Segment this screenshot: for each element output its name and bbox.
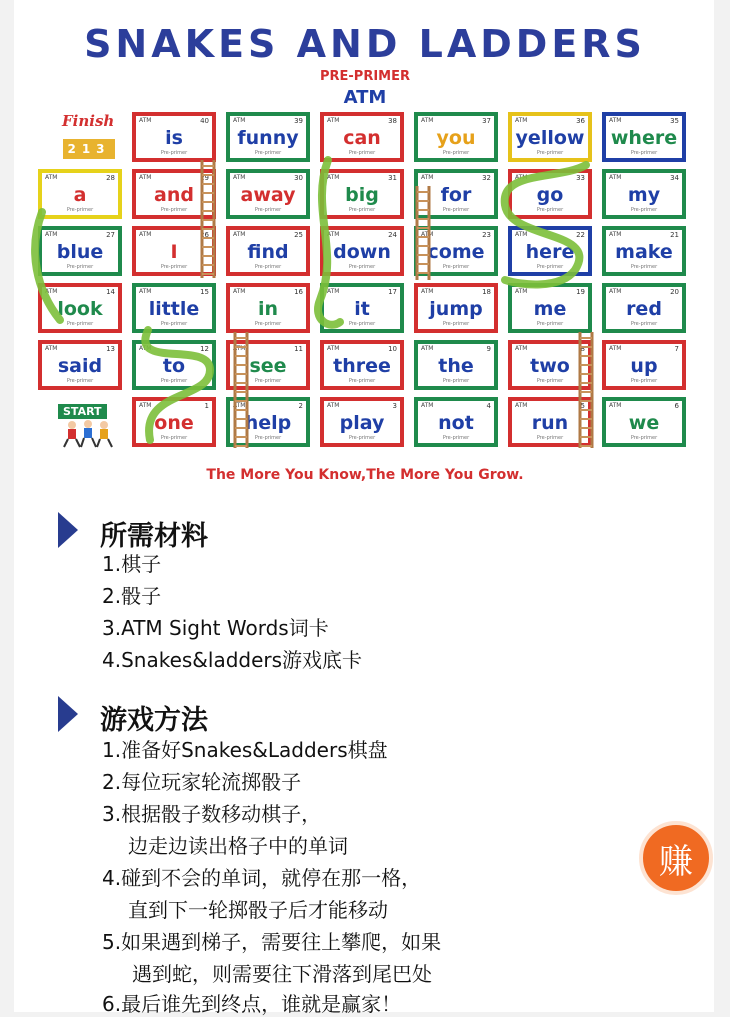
board-cell-29 (132, 169, 216, 219)
board-cell-3 (320, 397, 404, 447)
board-cell-22 (508, 226, 592, 276)
atm-tag: ATM (515, 345, 528, 352)
cell-footer: Pre-primer (630, 321, 658, 327)
cell-footer: Pre-primer (254, 378, 282, 384)
cell-word: three (333, 355, 391, 377)
board-cell-15 (132, 283, 216, 333)
atm-tag: ATM (609, 402, 622, 409)
finish-label: Finish (62, 112, 115, 130)
cell-word: red (626, 298, 662, 320)
cell-footer: Pre-primer (160, 378, 188, 384)
cell-footer: Pre-primer (160, 264, 188, 270)
board-cell-9 (414, 340, 498, 390)
list-item: 2.骰子 (102, 584, 162, 608)
chevron-right-icon (58, 512, 78, 548)
cell-number: 7 (674, 345, 679, 353)
list-item: 3.ATM Sight Words词卡 (102, 616, 329, 640)
cell-number: 14 (106, 288, 115, 296)
atm-tag: ATM (515, 117, 528, 124)
atm-tag: ATM (327, 231, 340, 238)
atm-tag: ATM (421, 345, 434, 352)
cell-number: 17 (388, 288, 397, 296)
atm-tag: ATM (515, 174, 528, 181)
board-cell-35 (602, 112, 686, 162)
cell-word: said (57, 355, 103, 377)
cell-footer: Pre-primer (160, 321, 188, 327)
list-item: 6.最后谁先到终点，谁就是赢家！ (102, 992, 402, 1016)
atm-tag: ATM (45, 345, 58, 352)
board-cell-2 (226, 397, 310, 447)
atm-tag: ATM (139, 345, 152, 352)
board-cell-1 (132, 397, 216, 447)
cell-number: 21 (670, 231, 679, 239)
cell-number: 12 (200, 345, 209, 353)
list-item: 边走边读出格子中的单词 (128, 834, 348, 858)
cell-number: 5 (580, 402, 585, 410)
cell-footer: Pre-primer (536, 378, 564, 384)
board-cell-37 (414, 112, 498, 162)
cell-word: for (440, 184, 472, 206)
cell-footer: Pre-primer (536, 207, 564, 213)
board-cell-36 (508, 112, 592, 162)
board-cell-18 (414, 283, 498, 333)
atm-tag: ATM (139, 231, 152, 238)
materials-heading: 所需材料 (100, 521, 208, 552)
cell-number: 25 (294, 231, 303, 239)
cell-footer: Pre-primer (66, 207, 94, 213)
cell-number: 37 (482, 117, 491, 125)
cell-footer: Pre-primer (442, 435, 470, 441)
board-cell-11 (226, 340, 310, 390)
board-cell-38 (320, 112, 404, 162)
cell-number: 18 (482, 288, 491, 296)
list-item: 1.准备好Snakes&Ladders棋盘 (102, 738, 388, 762)
list-item: 2.每位玩家轮流掷骰子 (102, 770, 302, 794)
cell-number: 34 (670, 174, 679, 182)
atm-tag: ATM (421, 402, 434, 409)
cell-number: 8 (580, 345, 585, 353)
cell-word: not (438, 412, 474, 434)
atm-tag: ATM (515, 288, 528, 295)
cell-word: we (628, 412, 660, 434)
cell-word: see (249, 355, 287, 377)
board-cell-20 (602, 283, 686, 333)
cell-number: 16 (294, 288, 303, 296)
board-cell-30 (226, 169, 310, 219)
cell-footer: Pre-primer (348, 150, 376, 156)
cell-word: you (436, 127, 476, 149)
cell-word: in (257, 298, 279, 320)
game-board (38, 112, 693, 454)
cell-word: me (533, 298, 567, 320)
list-item: 直到下一轮掷骰子后才能移动 (128, 898, 388, 922)
board-cell-28 (38, 169, 122, 219)
cell-footer: Pre-primer (442, 264, 470, 270)
cell-word: look (57, 298, 103, 320)
cell-word: it (354, 298, 370, 320)
podium-icon: 213 (63, 139, 115, 159)
cell-number: 36 (576, 117, 585, 125)
atm-tag: ATM (421, 117, 434, 124)
cell-number: 1 (204, 402, 209, 410)
cell-footer: Pre-primer (66, 264, 94, 270)
atm-tag: ATM (233, 231, 246, 238)
cell-number: 28 (106, 174, 115, 182)
cell-number: 11 (294, 345, 303, 353)
cell-word: yellow (515, 127, 585, 149)
cell-footer: Pre-primer (254, 264, 282, 270)
atm-tag: ATM (421, 231, 434, 238)
atm-tag: ATM (139, 174, 152, 181)
board-cell-13 (38, 340, 122, 390)
atm-tag: ATM (609, 345, 622, 352)
cell-footer: Pre-primer (66, 321, 94, 327)
cell-word: can (343, 127, 381, 149)
cell-number: 31 (388, 174, 397, 182)
cell-number: 23 (482, 231, 491, 239)
cell-word: to (162, 355, 186, 377)
board-cell-32 (414, 169, 498, 219)
cell-number: 24 (388, 231, 397, 239)
cell-footer: Pre-primer (630, 150, 658, 156)
cell-number: 19 (576, 288, 585, 296)
cell-footer: Pre-primer (630, 207, 658, 213)
atm-tag: ATM (327, 288, 340, 295)
board-cell-10 (320, 340, 404, 390)
cell-word: the (438, 355, 474, 377)
cell-footer: Pre-primer (536, 321, 564, 327)
cell-word: run (531, 412, 569, 434)
cell-word: here (525, 241, 575, 263)
subtitle: PRE-PRIMER (319, 69, 411, 84)
list-item: 4.碰到不会的单词，就停在那一格， (102, 866, 422, 890)
board-cell-19 (508, 283, 592, 333)
cell-word: is (165, 127, 183, 149)
cell-word: a (73, 184, 87, 206)
board-cell-24 (320, 226, 404, 276)
start-area (50, 400, 125, 450)
cell-number: 39 (294, 117, 303, 125)
board-cell-33 (508, 169, 592, 219)
board-cell-7 (602, 340, 686, 390)
start-label: START (58, 404, 107, 419)
cell-word: little (148, 298, 200, 320)
board-cell-12 (132, 340, 216, 390)
board-cell-23 (414, 226, 498, 276)
atm-tag: ATM (609, 288, 622, 295)
cell-word: I (170, 241, 178, 263)
cell-footer: Pre-primer (254, 435, 282, 441)
cell-footer: Pre-primer (160, 150, 188, 156)
cell-word: jump (429, 298, 483, 320)
cell-footer: Pre-primer (348, 378, 376, 384)
cell-number: 2 (298, 402, 303, 410)
atm-tag: ATM (515, 231, 528, 238)
list-item: 3.根据骰子数移动棋子， (102, 802, 322, 826)
board-cell-6 (602, 397, 686, 447)
cell-footer: Pre-primer (442, 150, 470, 156)
cell-word: big (345, 184, 379, 206)
rules-heading: 游戏方法 (100, 705, 208, 736)
cell-word: find (247, 241, 289, 263)
children-running-icon (50, 400, 125, 450)
list-item: 4.Snakes&ladders游戏底卡 (102, 648, 363, 672)
atm-tag: ATM (233, 117, 246, 124)
cell-footer: Pre-primer (348, 264, 376, 270)
board-cell-25 (226, 226, 310, 276)
cell-footer: Pre-primer (254, 207, 282, 213)
cell-footer: Pre-primer (536, 264, 564, 270)
atm-tag: ATM (609, 231, 622, 238)
board-cell-39 (226, 112, 310, 162)
atm-tag: ATM (233, 288, 246, 295)
cell-number: 26 (200, 231, 209, 239)
cell-number: 33 (576, 174, 585, 182)
board-cell-34 (602, 169, 686, 219)
page-title: SNAKES AND LADDERS (84, 22, 646, 66)
cell-number: 10 (388, 345, 397, 353)
cell-number: 27 (106, 231, 115, 239)
cell-footer: Pre-primer (536, 435, 564, 441)
cell-number: 38 (388, 117, 397, 125)
atm-tag: ATM (327, 345, 340, 352)
cell-word: down (333, 241, 391, 263)
cell-word: two (530, 355, 570, 377)
cell-word: where (610, 127, 678, 149)
cell-footer: Pre-primer (254, 321, 282, 327)
cell-number: 40 (200, 117, 209, 125)
cell-word: play (339, 412, 385, 434)
board-cell-21 (602, 226, 686, 276)
cell-word: one (154, 412, 194, 434)
cell-word: go (536, 184, 564, 206)
cell-word: make (615, 241, 673, 263)
earn-button[interactable]: 赚 (639, 821, 713, 895)
tagline: The More You Know,The More You Grow. (206, 467, 524, 483)
atm-tag: ATM (421, 288, 434, 295)
atm-tag: ATM (45, 174, 58, 181)
cell-word: blue (56, 241, 104, 263)
atm-tag: ATM (139, 402, 152, 409)
brand-label: ATM (343, 87, 387, 108)
cell-number: 22 (576, 231, 585, 239)
board-cell-31 (320, 169, 404, 219)
board-cell-4 (414, 397, 498, 447)
cell-footer: Pre-primer (348, 435, 376, 441)
chevron-right-icon (58, 696, 78, 732)
cell-number: 20 (670, 288, 679, 296)
board-cell-27 (38, 226, 122, 276)
cell-footer: Pre-primer (160, 435, 188, 441)
atm-tag: ATM (327, 174, 340, 181)
board-cell-26 (132, 226, 216, 276)
cell-footer: Pre-primer (348, 321, 376, 327)
board-cell-8 (508, 340, 592, 390)
atm-tag: ATM (327, 402, 340, 409)
list-item: 1.棋子 (102, 552, 162, 576)
atm-tag: ATM (45, 231, 58, 238)
atm-tag: ATM (327, 117, 340, 124)
board-cell-5 (508, 397, 592, 447)
cell-footer: Pre-primer (348, 207, 376, 213)
cell-word: funny (237, 127, 299, 149)
cell-word: up (630, 355, 658, 377)
board-cell-17 (320, 283, 404, 333)
cell-number: 35 (670, 117, 679, 125)
cell-number: 32 (482, 174, 491, 182)
cell-footer: Pre-primer (442, 378, 470, 384)
atm-tag: ATM (45, 288, 58, 295)
cell-word: my (627, 184, 661, 206)
cell-number: 13 (106, 345, 115, 353)
list-item: 遇到蛇，则需要往下滑落到尾巴处 (132, 962, 432, 986)
cell-number: 6 (674, 402, 679, 410)
cell-number: 30 (294, 174, 303, 182)
atm-tag: ATM (139, 288, 152, 295)
cell-footer: Pre-primer (66, 378, 94, 384)
cell-number: 15 (200, 288, 209, 296)
cell-word: and (154, 184, 194, 206)
cell-footer: Pre-primer (442, 207, 470, 213)
atm-tag: ATM (515, 402, 528, 409)
cell-number: 4 (486, 402, 491, 410)
atm-tag: ATM (609, 174, 622, 181)
board-cell-14 (38, 283, 122, 333)
atm-tag: ATM (233, 174, 246, 181)
atm-tag: ATM (609, 117, 622, 124)
board-cell-16 (226, 283, 310, 333)
atm-tag: ATM (139, 117, 152, 124)
cell-word: away (240, 184, 296, 206)
cell-footer: Pre-primer (630, 264, 658, 270)
cell-footer: Pre-primer (442, 321, 470, 327)
cell-footer: Pre-primer (160, 207, 188, 213)
atm-tag: ATM (233, 345, 246, 352)
cell-number: 29 (200, 174, 209, 182)
cell-word: come (427, 241, 485, 263)
board-cell-40 (132, 112, 216, 162)
atm-tag: ATM (421, 174, 434, 181)
cell-number: 9 (486, 345, 491, 353)
cell-footer: Pre-primer (254, 150, 282, 156)
cell-word: help (244, 412, 292, 434)
cell-footer: Pre-primer (630, 435, 658, 441)
cell-footer: Pre-primer (536, 150, 564, 156)
atm-tag: ATM (233, 402, 246, 409)
cell-number: 3 (392, 402, 397, 410)
list-item: 5.如果遇到梯子，需要往上攀爬，如果 (102, 930, 442, 954)
cell-footer: Pre-primer (630, 378, 658, 384)
